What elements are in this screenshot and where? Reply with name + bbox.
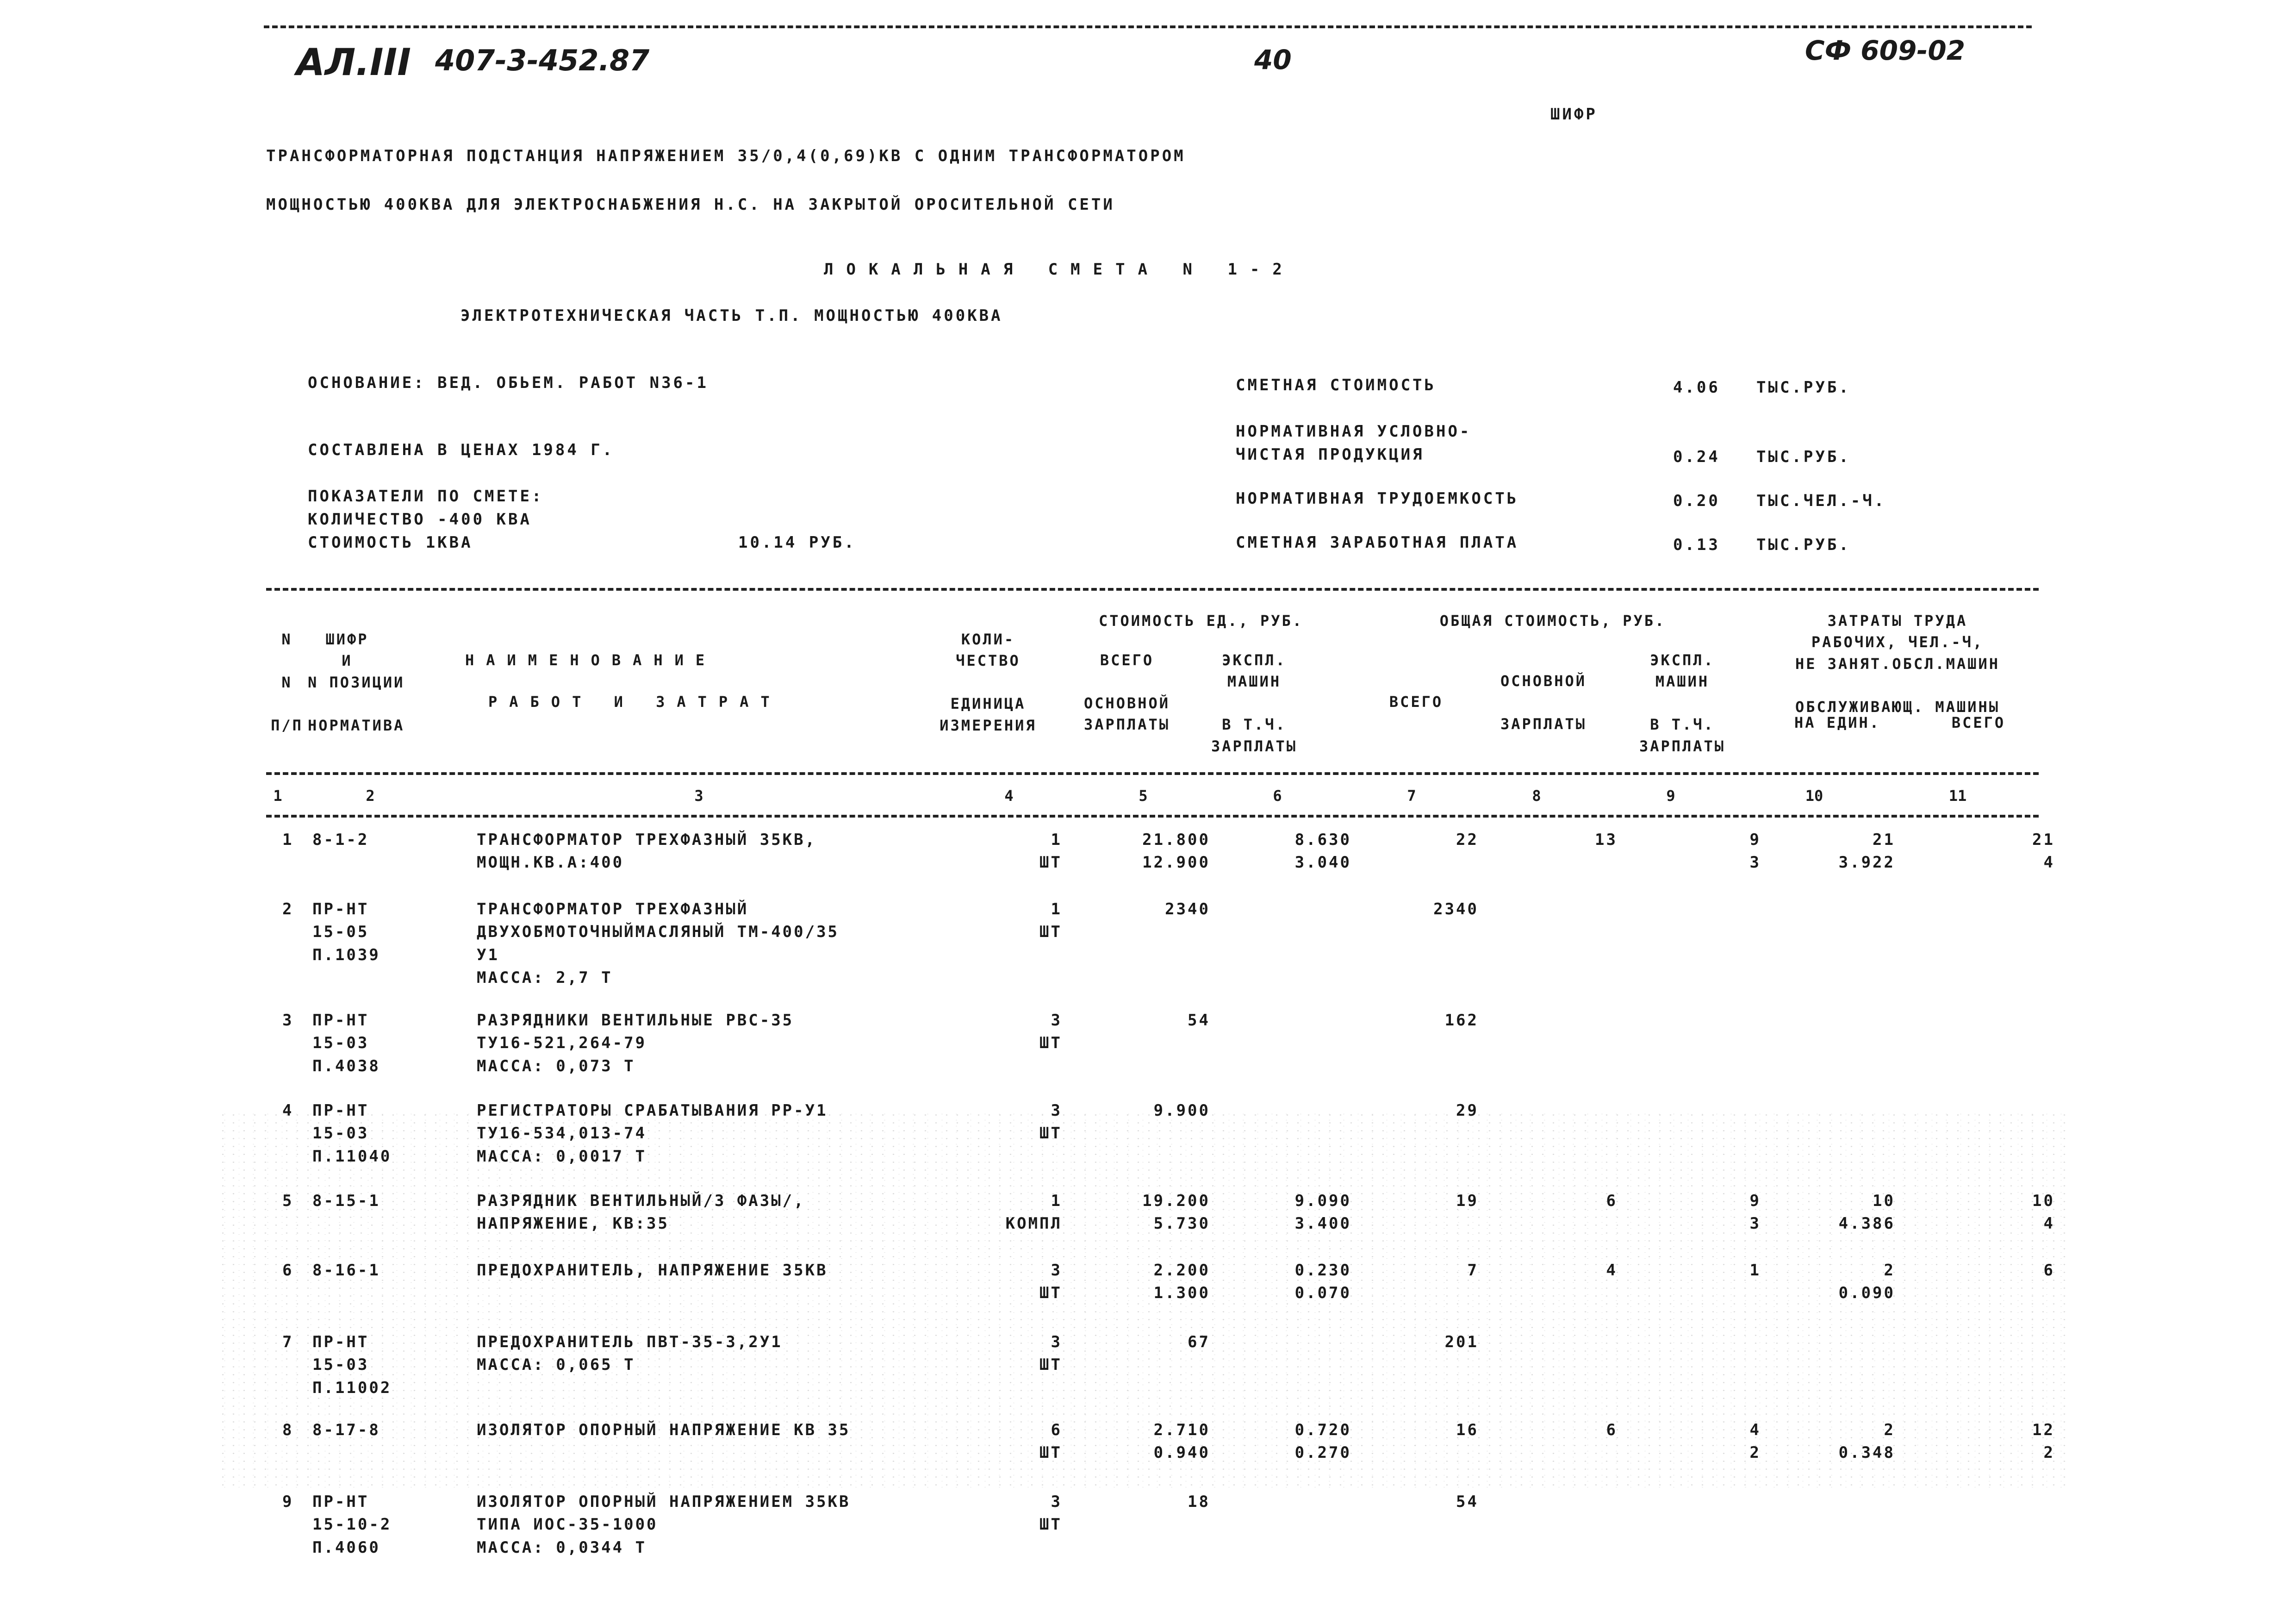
document-title-line1: ТРАНСФОРМАТОРНАЯ ПОДСТАНЦИЯ НАПРЯЖЕНИЕМ 35/0,4(0,69)КВ С ОДНИМ ТРАНСФОРМАТОРОМ <box>266 147 1186 165</box>
row-quantity: 3 ШТ <box>1039 1101 1062 1143</box>
row-total: 16 <box>1456 1421 1479 1439</box>
row-labor-total: 6 <box>2043 1261 2055 1280</box>
row-labor-unit: 2 0.090 <box>1838 1261 1895 1303</box>
unit-cost-label: СТОИМОСТЬ 1КВА <box>308 533 473 552</box>
summary-value: 0.13 <box>1673 536 1720 554</box>
row-total: 201 <box>1444 1333 1479 1351</box>
summary-label: СМЕТНАЯ ЗАРАБОТНАЯ ПЛАТА <box>1236 533 1519 552</box>
column-number: 2 <box>366 787 375 805</box>
row-name: РЕГИСТРАТОРЫ СРАБАТЫВАНИЯ РР-У1 ТУ16-534,013-74 МАССА: 0,0017 Т <box>477 1101 828 1166</box>
row-quantity: 6 ШТ <box>1039 1421 1062 1462</box>
row-code: ПР-НТ 15-10-2 П.4060 <box>312 1493 392 1557</box>
column-number: 7 <box>1407 787 1416 805</box>
summary-unit: ТЫС.РУБ. <box>1756 448 1851 466</box>
header-labor-unit: НА ЕДИН. <box>1794 714 1881 731</box>
row-total: 19 <box>1456 1192 1479 1210</box>
header-code: ШИФР И N ПОЗИЦИИ НОРМАТИВА <box>308 631 405 734</box>
header-total-cost: ОБЩАЯ СТОИМОСТЬ, РУБ. <box>1439 612 1666 630</box>
row-mach: 9 3 <box>1749 831 1761 872</box>
row-total: 162 <box>1444 1011 1479 1030</box>
row-basic: 13 <box>1595 831 1618 849</box>
row-unit-cost: 2.200 1.300 <box>1153 1261 1210 1303</box>
row-mach: 1 <box>1749 1261 1761 1280</box>
row-labor-unit: 2 0.348 <box>1838 1421 1895 1462</box>
header-labor: ЗАТРАТЫ ТРУДА РАБОЧИХ, ЧЕЛ.-Ч, НЕ ЗАНЯТ.ОБСЛ.МАШИН ОБСЛУЖИВАЮЩ. МАШИНЫ <box>1795 612 2000 716</box>
row-name: ПРЕДОХРАНИТЕЛЬ ПВТ-35-3,2У1 МАССА: 0,065 Т <box>477 1333 783 1374</box>
row-total: 29 <box>1456 1101 1479 1120</box>
row-code: 8-17-8 <box>312 1421 380 1439</box>
row-code: 8-16-1 <box>312 1261 380 1280</box>
row-number: 7 <box>282 1333 294 1351</box>
row-unit-cost: 54 <box>1188 1011 1210 1030</box>
document-title-line2: МОЩНОСТЬЮ 400КВА ДЛЯ ЭЛЕКТРОСНАБЖЕНИЯ Н.С. НА ЗАКРЫТОЙ ОРОСИТЕЛЬНОЙ СЕТИ <box>266 195 1115 214</box>
column-number: 9 <box>1666 787 1675 805</box>
cipher-label: ШИФР <box>1550 105 1598 124</box>
row-number: 4 <box>282 1101 294 1120</box>
column-number: 1 <box>273 787 282 805</box>
row-name: ТРАНСФОРМАТОР ТРЕХФАЗНЫЙ ДВУХОБМОТОЧНЫЙМАСЛЯНЫЙ ТМ-400/35 У1 МАССА: 2,7 Т <box>477 900 840 987</box>
table-top-rule <box>266 588 2039 591</box>
header-quantity: КОЛИ- ЧЕСТВО ЕДИНИЦА ИЗМЕРЕНИЯ <box>940 631 1037 734</box>
table-header <box>266 610 2039 768</box>
top-dashed-rule <box>264 25 2032 28</box>
header-name-sub: РАБОТ И ЗАТРАТ <box>488 693 782 711</box>
album-mark: АЛ.III <box>296 41 411 84</box>
row-unit-cost: 21.800 12.900 <box>1142 831 1210 872</box>
estimate-heading: ЛОКАЛЬНАЯ СМЕТА N 1-2 <box>824 260 1295 279</box>
row-quantity: 1 КОМПЛ <box>1005 1192 1062 1233</box>
column-number: 4 <box>1004 787 1014 805</box>
row-mach: 9 3 <box>1749 1192 1761 1233</box>
row-number: 5 <box>282 1192 294 1210</box>
row-code: 8-15-1 <box>312 1192 380 1210</box>
indicators-heading: ПОКАЗАТЕЛИ ПО СМЕТЕ: <box>308 487 544 506</box>
sheet-code: СФ 609-02 <box>1805 35 1966 66</box>
row-labor-unit: 21 3.922 <box>1838 831 1895 872</box>
row-quantity: 3 ШТ <box>1039 1493 1062 1534</box>
header-basic: ОСНОВНОЙ ЗАРПЛАТЫ <box>1500 672 1587 733</box>
row-unit-mach: 0.230 0.070 <box>1294 1261 1351 1303</box>
row-labor-total: 10 4 <box>2032 1192 2055 1233</box>
row-name: ИЗОЛЯТОР ОПОРНЫЙ НАПРЯЖЕНИЕМ 35КВ ТИПА ИОС-35-1000 МАССА: 0,0344 Т <box>477 1493 851 1557</box>
row-quantity: 1 ШТ <box>1039 900 1062 942</box>
header-name: НАИМЕНОВАНИЕ <box>465 651 717 669</box>
summary-value: 0.20 <box>1673 492 1720 510</box>
row-name: РАЗРЯДНИК ВЕНТИЛЬНЫЙ/3 ФАЗЫ/, НАПРЯЖЕНИЕ, КВ:35 <box>477 1192 805 1233</box>
header-unit-cost: СТОИМОСТЬ ЕД., РУБ. <box>1098 612 1304 630</box>
row-number: 2 <box>282 900 294 918</box>
row-quantity: 3 ШТ <box>1039 1333 1062 1374</box>
row-number: 9 <box>282 1493 294 1511</box>
row-code: 8-1-2 <box>312 831 369 849</box>
table-row <box>266 898 2062 987</box>
summary-label: НОРМАТИВНАЯ ТРУДОЕМКОСТЬ <box>1236 489 1519 508</box>
row-code: ПР-НТ 15-03 П.4038 <box>312 1011 380 1075</box>
row-labor-unit: 10 4.386 <box>1838 1192 1895 1233</box>
table-row <box>266 1009 2062 1075</box>
row-unit-cost: 9.900 <box>1153 1101 1210 1120</box>
page-number: 40 <box>1254 44 1292 75</box>
header-total: ВСЕГО <box>1389 693 1444 711</box>
estimate-subheading: ЭЛЕКТРОТЕХНИЧЕСКАЯ ЧАСТЬ Т.П. МОЩНОСТЬЮ 400КВА <box>460 306 1003 325</box>
summary-unit: ТЫС.ЧЕЛ.-Ч. <box>1756 492 1886 510</box>
row-labor-total: 12 2 <box>2032 1421 2055 1462</box>
row-name: ТРАНСФОРМАТОР ТРЕХФАЗНЫЙ 35КВ, МОЩН.КВ.А:400 <box>477 831 817 872</box>
row-number: 8 <box>282 1421 294 1439</box>
row-basic: 6 <box>1606 1421 1618 1439</box>
summary-unit: ТЫС.РУБ. <box>1756 536 1851 554</box>
row-unit-cost: 18 <box>1188 1493 1210 1511</box>
row-quantity: 1 ШТ <box>1039 831 1062 872</box>
row-basic: 4 <box>1606 1261 1618 1280</box>
summary-label: НОРМАТИВНАЯ УСЛОВНО- <box>1236 422 1472 441</box>
column-number: 5 <box>1139 787 1148 805</box>
row-name: ПРЕДОХРАНИТЕЛЬ, НАПРЯЖЕНИЕ 35КВ <box>477 1261 828 1280</box>
row-quantity: 3 ШТ <box>1039 1011 1062 1053</box>
row-number: 1 <box>282 831 294 849</box>
row-basic: 6 <box>1606 1192 1618 1210</box>
row-unit-mach: 8.630 3.040 <box>1294 831 1351 872</box>
row-code: ПР-НТ 15-03 П.11002 <box>312 1333 392 1397</box>
row-unit-cost: 2.710 0.940 <box>1153 1421 1210 1462</box>
project-number: 407-3-452.87 <box>435 44 650 77</box>
price-base: СОСТАВЛЕНА В ЦЕНАХ 1984 Г. <box>308 441 615 459</box>
quantity-indicator: КОЛИЧЕСТВО -400 КВА <box>308 510 532 529</box>
row-name: РАЗРЯДНИКИ ВЕНТИЛЬНЫЕ РВС-35 ТУ16-521,264-79 МАССА: 0,073 Т <box>477 1011 794 1075</box>
column-number: 10 <box>1805 787 1823 805</box>
row-unit-mach: 9.090 3.400 <box>1294 1192 1351 1233</box>
row-code: ПР-НТ 15-05 П.1039 <box>312 900 380 964</box>
row-mach: 4 2 <box>1749 1421 1761 1462</box>
row-number: 3 <box>282 1011 294 1030</box>
row-total: 7 <box>1467 1261 1479 1280</box>
header-bottom-rule <box>266 772 2039 775</box>
row-code: ПР-НТ 15-03 П.11040 <box>312 1101 392 1166</box>
header-mach: ЭКСПЛ. МАШИН В Т.Ч. ЗАРПЛАТЫ <box>1639 651 1726 755</box>
header-labor-total: ВСЕГО <box>1951 714 2006 731</box>
column-number: 11 <box>1948 787 1967 805</box>
unit-cost-value: 10.14 РУБ. <box>738 533 856 552</box>
row-labor-total: 21 4 <box>2032 831 2055 872</box>
table-row <box>266 1259 2062 1303</box>
row-quantity: 3 ШТ <box>1039 1261 1062 1303</box>
summary-unit: ТЫС.РУБ. <box>1756 378 1851 397</box>
column-number: 3 <box>694 787 703 805</box>
row-total: 54 <box>1456 1493 1479 1511</box>
row-unit-cost: 19.200 5.730 <box>1142 1192 1210 1233</box>
table-row <box>266 1099 2062 1166</box>
summary-label: ЧИСТАЯ ПРОДУКЦИЯ <box>1236 445 1425 464</box>
column-number: 6 <box>1273 787 1282 805</box>
header-unit-mach: ЭКСПЛ. МАШИН В Т.Ч. ЗАРПЛАТЫ <box>1211 651 1298 755</box>
summary-value: 0.24 <box>1673 448 1720 466</box>
row-unit-mach: 0.720 0.270 <box>1294 1421 1351 1462</box>
row-total: 2340 <box>1433 900 1479 918</box>
row-unit-cost: 2340 <box>1165 900 1210 918</box>
summary-label: СМЕТНАЯ СТОИМОСТЬ <box>1236 376 1436 394</box>
basis: ОСНОВАНИЕ: ВЕД. ОБЬЕМ. РАБОТ N36-1 <box>308 374 709 392</box>
header-number: N N П/П <box>271 631 303 734</box>
row-number: 6 <box>282 1261 294 1280</box>
row-total: 22 <box>1456 831 1479 849</box>
estimate-rows <box>266 829 2062 1588</box>
header-unit-total: ВСЕГО ОСНОВНОЙ ЗАРПЛАТЫ <box>1083 651 1170 734</box>
row-unit-cost: 67 <box>1188 1333 1210 1351</box>
row-name: ИЗОЛЯТОР ОПОРНЫЙ НАПРЯЖЕНИЕ КВ 35 <box>477 1421 851 1439</box>
column-number: 8 <box>1532 787 1541 805</box>
column-numbers-rule <box>266 815 2039 818</box>
summary-value: 4.06 <box>1673 378 1720 397</box>
